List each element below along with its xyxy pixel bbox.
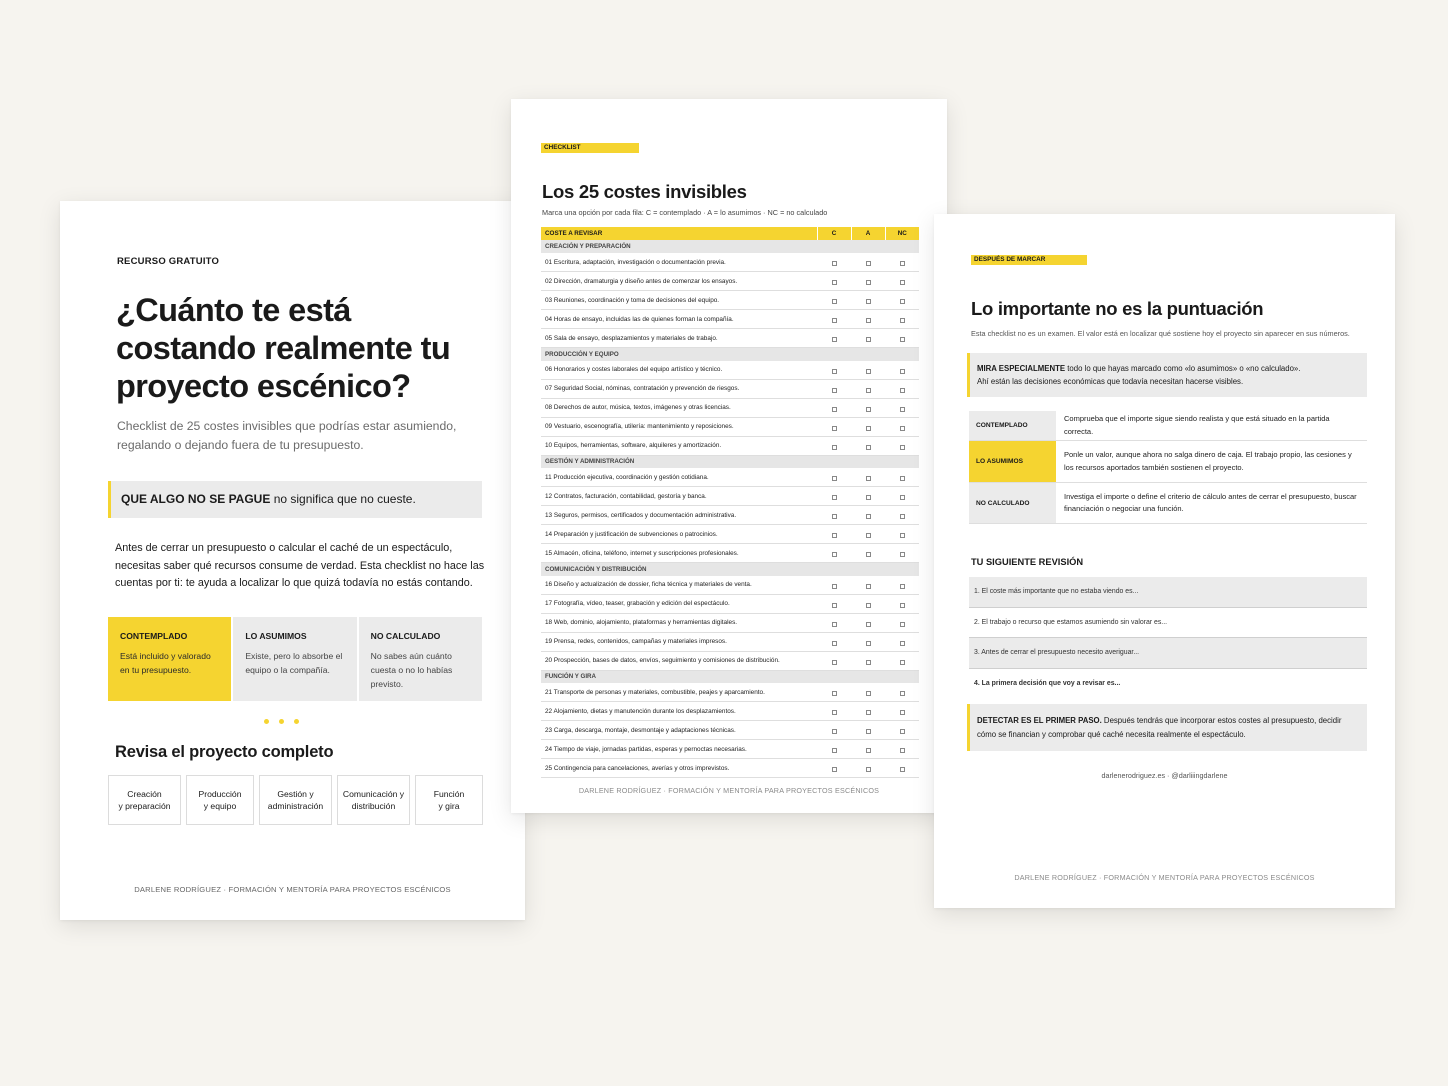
dot — [279, 719, 284, 724]
checkbox-nc[interactable] — [900, 748, 905, 753]
cost-item: 17 Fotografía, vídeo, teaser, grabación y edición del espectáculo. — [541, 594, 817, 613]
callout — [967, 353, 1367, 397]
cost-item: 08 Derechos de autor, música, textos, imágenes y otras licencias. — [541, 398, 817, 417]
checkbox-nc[interactable] — [900, 767, 905, 772]
section-title: Revisa el proyecto completo — [115, 743, 334, 761]
table-row — [541, 291, 919, 310]
checkbox-nc[interactable] — [900, 445, 905, 450]
checkbox-nc[interactable] — [900, 710, 905, 715]
table-row — [541, 506, 919, 525]
checkbox-cell-nc — [885, 468, 919, 487]
checkbox-a[interactable] — [866, 318, 871, 323]
checkbox-c[interactable] — [832, 261, 837, 266]
checkbox-cell-c — [817, 721, 851, 740]
checkbox-nc[interactable] — [900, 603, 905, 608]
cost-item: 11 Producción ejecutiva, coordinación y gestión cotidiana. — [541, 468, 817, 487]
card-title: NO CALCULADO — [370, 631, 441, 641]
divider-dots — [264, 719, 299, 724]
checkbox-cell-a — [851, 329, 885, 348]
checkbox-cell-c — [817, 361, 851, 380]
table-row — [541, 361, 919, 380]
cost-item: 21 Transporte de personas y materiales, combustible, peajes y aparcamiento. — [541, 683, 817, 702]
checkbox-c[interactable] — [832, 280, 837, 285]
checkbox-c[interactable] — [832, 603, 837, 608]
checkbox-cell-c — [817, 417, 851, 436]
checkbox-c[interactable] — [832, 552, 837, 557]
checkbox-cell-c — [817, 759, 851, 778]
card-contemplado — [108, 617, 231, 701]
intro-text: Antes de cerrar un presupuesto o calcular el caché de un espectáculo, necesitas saber qué recursos consume de verdad. Esta checklist no hace las cuentas por ti: te ayuda a localizar lo que quizá todavía no estás contando. — [115, 542, 485, 589]
review-item: 2. El trabajo o recurso que estamos asumiendo sin valorar es... — [969, 608, 1367, 639]
checkbox-c[interactable] — [832, 748, 837, 753]
checkbox-cell-c — [817, 272, 851, 291]
checkbox-cell-nc — [885, 329, 919, 348]
checkbox-cell-c — [817, 632, 851, 651]
cost-item: 18 Web, dominio, alojamiento, plataformas y herramientas digitales. — [541, 613, 817, 632]
cost-item: 04 Horas de ensayo, incluidas las de quienes forman la compañía. — [541, 310, 817, 329]
checkbox-nc[interactable] — [900, 514, 905, 519]
checkbox-cell-a — [851, 361, 885, 380]
checkbox-nc[interactable] — [900, 584, 905, 589]
checkbox-cell-nc — [885, 632, 919, 651]
page-footer: DARLENE RODRÍGUEZ · FORMACIÓN Y MENTORÍA PARA PROYECTOS ESCÉNICOS — [134, 885, 451, 894]
checkbox-cell-c — [817, 398, 851, 417]
row-text: Comprueba que el importe sigue siendo realista y que está situado en la partida correcta. — [1064, 414, 1330, 436]
checkbox-cell-nc — [885, 506, 919, 525]
checkbox-c[interactable] — [832, 584, 837, 589]
checkbox-c[interactable] — [832, 533, 837, 538]
checkbox-cell-c — [817, 740, 851, 759]
callout-line2: Ahí están las decisiones económicas que todavía necesitan hacerse visibles. — [977, 377, 1244, 386]
phase-box: Creación y preparación — [108, 775, 181, 825]
table-row — [541, 487, 919, 506]
callout — [108, 481, 482, 518]
checkbox-cell-a — [851, 721, 885, 740]
row-label: CONTEMPLADO — [969, 411, 1056, 440]
checkbox-cell-a — [851, 506, 885, 525]
checkbox-cell-nc — [885, 272, 919, 291]
table-header — [541, 227, 919, 240]
cost-item: 14 Preparación y justificación de subvenciones o patrocinios. — [541, 525, 817, 544]
cost-item: 13 Seguros, permisos, certificados y documentación administrativa. — [541, 506, 817, 525]
status-cards — [108, 617, 482, 701]
table-row — [541, 740, 919, 759]
checkbox-a[interactable] — [866, 337, 871, 342]
checkbox-cell-a — [851, 525, 885, 544]
checkbox-cell-nc — [885, 398, 919, 417]
checkbox-cell-a — [851, 468, 885, 487]
card-no-calculado — [359, 617, 482, 701]
checkbox-cell-c — [817, 702, 851, 721]
card-lo-asumimos — [233, 617, 356, 701]
checkbox-c[interactable] — [832, 388, 837, 393]
checkbox-c[interactable] — [832, 660, 837, 665]
table-row — [541, 272, 919, 291]
checkbox-cell-nc — [885, 417, 919, 436]
checkbox-cell-nc — [885, 525, 919, 544]
checkbox-a[interactable] — [866, 710, 871, 715]
checkbox-cell-nc — [885, 721, 919, 740]
phase-box: Función y gira — [415, 775, 483, 825]
checkbox-cell-a — [851, 310, 885, 329]
checkbox-c[interactable] — [832, 426, 837, 431]
page-title: Lo importante no es la puntuación — [971, 298, 1264, 319]
checkbox-nc[interactable] — [900, 729, 905, 734]
review-item: 4. La primera decisión que voy a revisar es... — [974, 680, 1121, 688]
checkbox-nc[interactable] — [900, 388, 905, 393]
review-item: 1. El coste más importante que no estaba viendo es... — [969, 577, 1367, 608]
section-label: PRODUCCIÓN Y EQUIPO — [541, 348, 919, 361]
checkbox-c[interactable] — [832, 514, 837, 519]
cost-item: 25 Contingencia para cancelaciones, averías y otros imprevistos. — [541, 759, 817, 778]
checkbox-cell-a — [851, 576, 885, 595]
checkbox-cell-c — [817, 310, 851, 329]
cost-item: 12 Contratos, facturación, contabilidad, gestoría y banca. — [541, 487, 817, 506]
checkbox-a[interactable] — [866, 261, 871, 266]
checkbox-a[interactable] — [866, 445, 871, 450]
subtitle: Checklist de 25 costes invisibles que podrías estar asumiendo, regalando o dejando fuera de tu presupuesto. — [117, 419, 457, 452]
checkbox-c[interactable] — [832, 299, 837, 304]
checkbox-cell-c — [817, 329, 851, 348]
checkbox-nc[interactable] — [900, 495, 905, 500]
section-row — [541, 670, 919, 683]
table-row — [541, 759, 919, 778]
checkbox-cell-c — [817, 487, 851, 506]
checkbox-cell-c — [817, 291, 851, 310]
callout-text: Después tendrás que incorporar estos costes al presupuesto, decidir cómo se financian y comprobar qué caché necesita realmente el espectáculo. — [977, 716, 1342, 739]
checklist-body — [541, 240, 919, 778]
checkbox-a[interactable] — [866, 603, 871, 608]
column-header: COSTE A REVISAR — [541, 227, 817, 240]
checkbox-cell-nc — [885, 613, 919, 632]
checkbox-a[interactable] — [866, 622, 871, 627]
checkbox-cell-nc — [885, 544, 919, 563]
checkbox-cell-c — [817, 253, 851, 272]
section-row — [541, 455, 919, 468]
checkbox-cell-a — [851, 740, 885, 759]
checklist-table — [541, 227, 919, 778]
checkbox-c[interactable] — [832, 407, 837, 412]
table-row — [541, 651, 919, 670]
card-desc: Existe, pero lo absorbe el equipo o la compañía. — [245, 651, 343, 675]
checkbox-nc[interactable] — [900, 552, 905, 557]
phase-box: Gestión y administración — [259, 775, 332, 825]
checkbox-a[interactable] — [866, 299, 871, 304]
checkbox-cell-a — [851, 632, 885, 651]
cost-item: 07 Seguridad Social, nóminas, contratación y prevención de riesgos. — [541, 379, 817, 398]
checkbox-c[interactable] — [832, 622, 837, 627]
table-row — [541, 436, 919, 455]
row-no-calculado — [969, 483, 1367, 524]
checkbox-a[interactable] — [866, 660, 871, 665]
checkbox-a[interactable] — [866, 426, 871, 431]
instructions: Marca una opción por cada fila: C = contemplado · A = lo asumimos · NC = no calculado — [542, 208, 828, 217]
page-footer: DARLENE RODRÍGUEZ · FORMACIÓN Y MENTORÍA PARA PROYECTOS ESCÉNICOS — [578, 786, 880, 795]
review-item: 3. Antes de cerrar el presupuesto necesito averiguar... — [969, 638, 1367, 669]
table-row — [541, 525, 919, 544]
checkbox-a[interactable] — [866, 641, 871, 646]
section-row — [541, 240, 919, 253]
table-row — [541, 310, 919, 329]
checkbox-cell-nc — [885, 683, 919, 702]
checkbox-c[interactable] — [832, 767, 837, 772]
checkbox-a[interactable] — [866, 584, 871, 589]
checkbox-a[interactable] — [866, 369, 871, 374]
checkbox-nc[interactable] — [900, 660, 905, 665]
table-row — [541, 721, 919, 740]
checkbox-a[interactable] — [866, 748, 871, 753]
callout-text: no significa que no cueste. — [270, 492, 416, 506]
column-header: C — [817, 227, 851, 240]
checkbox-nc[interactable] — [900, 261, 905, 266]
phase-box: Comunicación y distribución — [337, 775, 410, 825]
checkbox-cell-c — [817, 468, 851, 487]
column-header: A — [851, 227, 885, 240]
checkbox-cell-a — [851, 272, 885, 291]
checkbox-nc[interactable] — [900, 641, 905, 646]
page-footer: DARLENE RODRÍGUEZ · FORMACIÓN Y MENTORÍA PARA PROYECTOS ESCÉNICOS — [1014, 873, 1315, 882]
checkbox-cell-nc — [885, 740, 919, 759]
summary-page — [934, 214, 1395, 908]
cost-item: 01 Escritura, adaptación, investigación o documentación previa. — [541, 253, 817, 272]
status-rows — [969, 411, 1367, 524]
checkbox-a[interactable] — [866, 514, 871, 519]
checkbox-a[interactable] — [866, 388, 871, 393]
row-text: Ponle un valor, aunque ahora no salga dinero de caja. El trabajo propio, las cesiones y los recursos aportados también sostienen el proyecto. — [1064, 450, 1352, 472]
card-desc: No sabes aún cuánto cuesta o no lo habías previsto. — [370, 651, 453, 689]
review-title: TU SIGUIENTE REVISIÓN — [971, 557, 1084, 567]
checkbox-cell-a — [851, 417, 885, 436]
closing-callout — [967, 704, 1367, 751]
checkbox-nc[interactable] — [900, 318, 905, 323]
checkbox-cell-nc — [885, 361, 919, 380]
checkbox-nc[interactable] — [900, 533, 905, 538]
kicker: RECURSO GRATUITO — [117, 256, 220, 267]
checkbox-a[interactable] — [866, 767, 871, 772]
checkbox-cell-c — [817, 525, 851, 544]
checkbox-a[interactable] — [866, 533, 871, 538]
phase-list — [108, 775, 483, 825]
checkbox-c[interactable] — [832, 691, 837, 696]
checkbox-cell-a — [851, 253, 885, 272]
table-row — [541, 417, 919, 436]
checkbox-a[interactable] — [866, 729, 871, 734]
table-row — [541, 398, 919, 417]
checkbox-cell-a — [851, 683, 885, 702]
checkbox-cell-c — [817, 576, 851, 595]
checkbox-cell-c — [817, 613, 851, 632]
checkbox-c[interactable] — [832, 729, 837, 734]
checkbox-cell-c — [817, 506, 851, 525]
section-row — [541, 348, 919, 361]
checkbox-nc[interactable] — [900, 299, 905, 304]
checkbox-cell-nc — [885, 576, 919, 595]
section-label: GESTIÓN Y ADMINISTRACIÓN — [541, 455, 919, 468]
cost-item: 19 Prensa, redes, contenidos, campañas y materiales impresos. — [541, 632, 817, 651]
checkbox-nc[interactable] — [900, 476, 905, 481]
row-label: NO CALCULADO — [969, 483, 1056, 523]
table-row — [541, 329, 919, 348]
section-tag: DESPUÉS DE MARCAR — [971, 255, 1087, 265]
checkbox-c[interactable] — [832, 369, 837, 374]
checkbox-cell-a — [851, 379, 885, 398]
table-row — [541, 632, 919, 651]
checkbox-cell-a — [851, 613, 885, 632]
review-list — [969, 577, 1367, 699]
checkbox-nc[interactable] — [900, 622, 905, 627]
section-tag: CHECKLIST — [541, 143, 639, 153]
phase-box: Producción y equipo — [186, 775, 254, 825]
checkbox-c[interactable] — [832, 337, 837, 342]
checkbox-c[interactable] — [832, 495, 837, 500]
checkbox-c[interactable] — [832, 318, 837, 323]
table-row — [541, 702, 919, 721]
row-text: Investiga el importe o define el criterio de cálculo antes de cerrar el presupuesto, buscar financiación o negociar una función. — [1064, 491, 1357, 513]
table-row — [541, 613, 919, 632]
checkbox-cell-c — [817, 651, 851, 670]
checkbox-cell-c — [817, 379, 851, 398]
table-row — [541, 253, 919, 272]
cover-page — [60, 201, 525, 920]
checkbox-a[interactable] — [866, 476, 871, 481]
row-contemplado — [969, 411, 1367, 441]
checkbox-cell-a — [851, 544, 885, 563]
checkbox-a[interactable] — [866, 407, 871, 412]
card-desc: Está incluido y valorado en tu presupuesto. — [120, 651, 211, 675]
section-label: CREACIÓN Y PREPARACIÓN — [541, 240, 919, 253]
callout-bold: QUE ALGO NO SE PAGUE — [121, 492, 271, 506]
card-title: CONTEMPLADO — [120, 631, 188, 641]
table-row — [541, 594, 919, 613]
cost-item: 02 Dirección, dramaturgia y diseño antes de comenzar los ensayos. — [541, 272, 817, 291]
checkbox-cell-a — [851, 651, 885, 670]
checkbox-cell-c — [817, 544, 851, 563]
table-row — [541, 544, 919, 563]
checkbox-a[interactable] — [866, 552, 871, 557]
checkbox-cell-a — [851, 436, 885, 455]
card-title: LO ASUMIMOS — [245, 631, 307, 641]
cost-item: 15 Almacén, oficina, teléfono, internet y suscripciones profesionales. — [541, 544, 817, 563]
cost-item: 09 Vestuario, escenografía, utilería: mantenimiento y reposiciones. — [541, 417, 817, 436]
checkbox-a[interactable] — [866, 691, 871, 696]
checkbox-cell-nc — [885, 594, 919, 613]
section-row — [541, 563, 919, 576]
checkbox-c[interactable] — [832, 710, 837, 715]
table-row — [541, 379, 919, 398]
row-label: LO ASUMIMOS — [969, 441, 1056, 482]
checkbox-a[interactable] — [866, 280, 871, 285]
checkbox-cell-a — [851, 487, 885, 506]
checkbox-cell-nc — [885, 702, 919, 721]
checkbox-a[interactable] — [866, 495, 871, 500]
checkbox-cell-c — [817, 683, 851, 702]
cost-item: 16 Diseño y actualización de dossier, ficha técnica y materiales de venta. — [541, 576, 817, 595]
checkbox-nc[interactable] — [900, 407, 905, 412]
checkbox-c[interactable] — [832, 476, 837, 481]
checkbox-cell-nc — [885, 310, 919, 329]
cost-item: 23 Carga, descarga, montaje, desmontaje y adaptaciones técnicas. — [541, 721, 817, 740]
checkbox-cell-a — [851, 291, 885, 310]
page-title: ¿Cuánto te está costando realmente tu proyecto escénico? — [116, 292, 451, 404]
cost-item: 22 Alojamiento, dietas y manutención durante los desplazamientos. — [541, 702, 817, 721]
checkbox-cell-nc — [885, 651, 919, 670]
table-row — [541, 468, 919, 487]
checkbox-nc[interactable] — [900, 369, 905, 374]
cost-item: 20 Prospección, bases de datos, envíos, seguimiento y comisiones de distribución. — [541, 651, 817, 670]
cost-item: 06 Honorarios y costes laborales del equipo artístico y técnico. — [541, 361, 817, 380]
section-label: FUNCIÓN Y GIRA — [541, 670, 919, 683]
checkbox-cell-a — [851, 594, 885, 613]
checkbox-cell-nc — [885, 759, 919, 778]
cost-item: 24 Tiempo de viaje, jornadas partidas, esperas y pernoctas necesarias. — [541, 740, 817, 759]
table-row — [541, 683, 919, 702]
checkbox-cell-nc — [885, 487, 919, 506]
checkbox-cell-c — [817, 594, 851, 613]
callout-bold: MIRA ESPECIALMENTE — [977, 364, 1066, 373]
checklist-page — [511, 99, 947, 813]
intro-note: Esta checklist no es un examen. El valor está en localizar qué sostiene hoy el proyecto sin aparecer en sus números. — [971, 329, 1350, 338]
callout-bold: DETECTAR ES EL PRIMER PASO. — [977, 716, 1102, 725]
section-label: COMUNICACIÓN Y DISTRIBUCIÓN — [541, 563, 919, 576]
cost-item: 10 Equipos, herramientas, software, alquileres y amortización. — [541, 436, 817, 455]
cost-item: 05 Sala de ensayo, desplazamientos y materiales de trabajo. — [541, 329, 817, 348]
checkbox-nc[interactable] — [900, 337, 905, 342]
page-title: Los 25 costes invisibles — [542, 181, 747, 202]
checkbox-cell-nc — [885, 379, 919, 398]
checkbox-cell-c — [817, 436, 851, 455]
checkbox-cell-nc — [885, 436, 919, 455]
checkbox-nc[interactable] — [900, 691, 905, 696]
callout-text: todo lo que hayas marcado como «lo asumimos» o «no calculado». — [1065, 364, 1301, 373]
checkbox-cell-a — [851, 759, 885, 778]
checkbox-nc[interactable] — [900, 426, 905, 431]
checkbox-nc[interactable] — [900, 280, 905, 285]
column-header: NC — [885, 227, 919, 240]
row-lo-asumimos — [969, 441, 1367, 483]
checkbox-c[interactable] — [832, 445, 837, 450]
checkbox-cell-nc — [885, 253, 919, 272]
checkbox-cell-nc — [885, 291, 919, 310]
cost-item: 03 Reuniones, coordinación y toma de decisiones del equipo. — [541, 291, 817, 310]
social-links: darlenerodriguez.es · @darliiingdarlene — [1101, 771, 1228, 780]
checkbox-cell-a — [851, 702, 885, 721]
table-row — [541, 576, 919, 595]
checkbox-cell-a — [851, 398, 885, 417]
checkbox-c[interactable] — [832, 641, 837, 646]
dot — [294, 719, 299, 724]
dot — [264, 719, 269, 724]
